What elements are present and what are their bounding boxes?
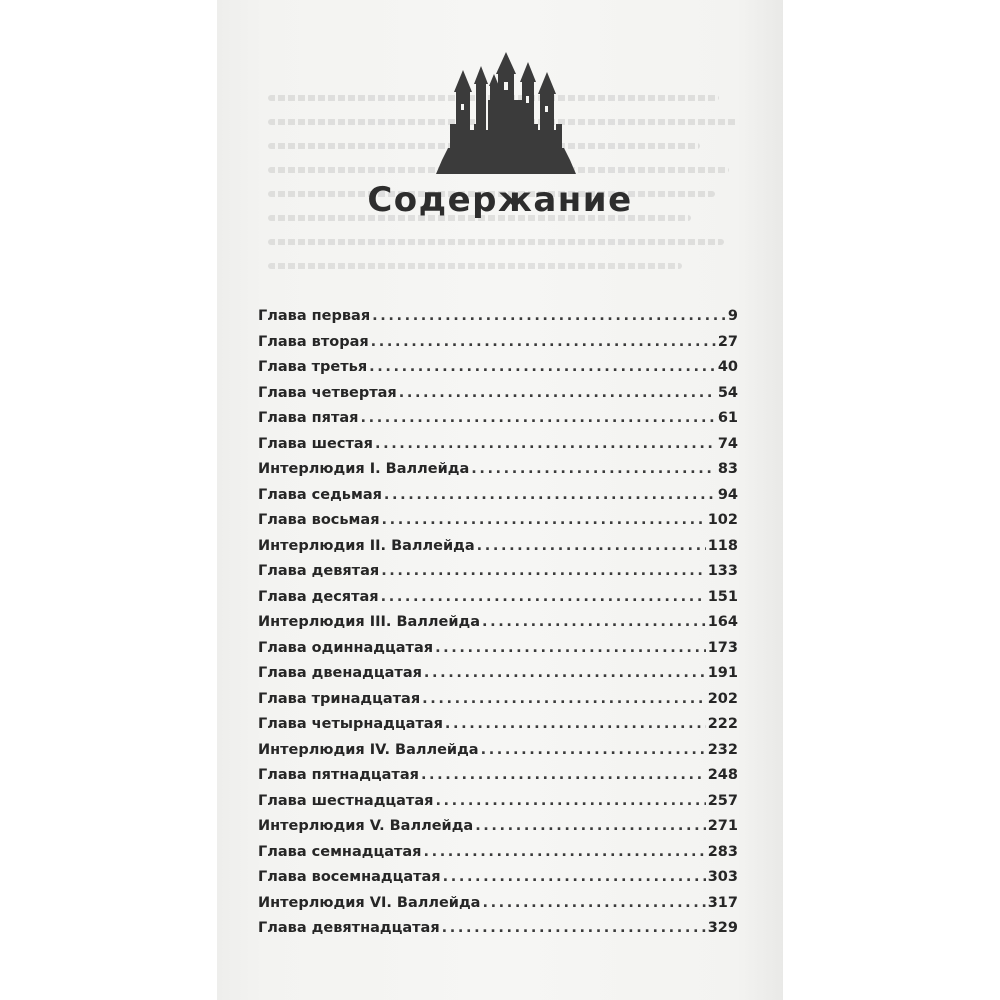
toc-entry bbox=[258, 920, 738, 946]
table-of-contents bbox=[258, 308, 738, 946]
toc-entry-title: Глава девятнадцатая bbox=[258, 920, 440, 936]
dot-leader bbox=[482, 614, 706, 630]
dot-leader bbox=[421, 767, 706, 783]
toc-entry-page: 151 bbox=[707, 588, 738, 605]
toc-entry bbox=[258, 461, 738, 487]
toc-entry bbox=[258, 589, 738, 615]
toc-entry bbox=[258, 844, 738, 870]
dot-leader bbox=[384, 487, 716, 503]
toc-entry-title: Глава двенадцатая bbox=[258, 665, 422, 681]
toc-entry-page: 271 bbox=[707, 818, 738, 834]
toc-entry-title: Глава пятая bbox=[258, 410, 359, 426]
toc-entry bbox=[258, 512, 738, 538]
toc-entry-title: Глава десятая bbox=[258, 588, 379, 605]
dot-leader bbox=[435, 793, 705, 809]
dot-leader bbox=[372, 308, 726, 324]
toc-entry-title: Глава восемнадцатая bbox=[258, 869, 441, 885]
toc-entry bbox=[258, 410, 738, 436]
toc-entry-page: 232 bbox=[707, 741, 738, 758]
dot-leader bbox=[443, 869, 706, 885]
dot-leader bbox=[475, 818, 706, 834]
toc-entry-page: 303 bbox=[707, 869, 738, 885]
toc-entry bbox=[258, 716, 738, 742]
toc-entry bbox=[258, 359, 738, 385]
dot-leader bbox=[422, 691, 706, 707]
dot-leader bbox=[375, 436, 716, 452]
toc-entry-page: 74 bbox=[717, 435, 738, 452]
toc-entry-page: 9 bbox=[727, 308, 738, 324]
toc-entry bbox=[258, 334, 738, 360]
toc-entry-page: 27 bbox=[717, 333, 738, 350]
page-title: Содержание bbox=[367, 180, 633, 220]
toc-entry-title: Интерлюдия I. Валлейда bbox=[258, 461, 470, 477]
toc-entry bbox=[258, 818, 738, 844]
dot-leader bbox=[382, 512, 706, 528]
dot-leader bbox=[481, 742, 706, 758]
toc-entry bbox=[258, 869, 738, 895]
toc-entry-title: Глава четырнадцатая bbox=[258, 716, 443, 732]
toc-entry-title: Глава пятнадцатая bbox=[258, 767, 419, 783]
dot-leader bbox=[381, 589, 706, 605]
toc-entry-page: 83 bbox=[717, 461, 738, 477]
toc-entry-title: Глава шестая bbox=[258, 435, 373, 452]
toc-entry-title: Интерлюдия VI. Валлейда bbox=[258, 894, 481, 911]
dot-leader bbox=[482, 895, 705, 911]
toc-entry-page: 283 bbox=[707, 843, 738, 860]
toc-entry-page: 222 bbox=[707, 716, 738, 732]
toc-entry-page: 40 bbox=[717, 359, 738, 375]
toc-entry-title: Интерлюдия IV. Валлейда bbox=[258, 741, 479, 758]
dot-leader bbox=[371, 334, 716, 350]
toc-entry-title: Глава девятая bbox=[258, 563, 380, 579]
toc-entry-page: 133 bbox=[707, 563, 738, 579]
dot-leader bbox=[477, 538, 706, 554]
toc-entry-title: Глава четвертая bbox=[258, 384, 397, 401]
dot-leader bbox=[369, 359, 716, 375]
toc-entry bbox=[258, 665, 738, 691]
dot-leader bbox=[423, 844, 705, 860]
toc-entry bbox=[258, 487, 738, 513]
toc-entry-page: 202 bbox=[707, 690, 738, 707]
toc-entry-title: Глава первая bbox=[258, 308, 371, 324]
toc-entry-page: 317 bbox=[707, 894, 738, 911]
toc-entry-title: Глава одиннадцатая bbox=[258, 639, 434, 656]
dot-leader bbox=[399, 385, 716, 401]
toc-entry-page: 191 bbox=[707, 665, 738, 681]
toc-entry bbox=[258, 895, 738, 921]
toc-entry bbox=[258, 308, 738, 334]
toc-entry-page: 54 bbox=[717, 384, 738, 401]
dot-leader bbox=[435, 640, 706, 656]
toc-entry-title: Интерлюдия III. Валлейда bbox=[258, 614, 481, 630]
castle-icon bbox=[436, 52, 576, 174]
toc-entry bbox=[258, 563, 738, 589]
toc-entry-title: Глава восьмая bbox=[258, 512, 380, 528]
toc-entry-title: Глава седьмая bbox=[258, 486, 382, 503]
dot-leader bbox=[445, 716, 706, 732]
dot-leader bbox=[381, 563, 706, 579]
toc-entry bbox=[258, 767, 738, 793]
toc-entry-page: 257 bbox=[707, 792, 738, 809]
toc-entry-title: Глава шестнадцатая bbox=[258, 792, 434, 809]
dot-leader bbox=[471, 461, 716, 477]
toc-entry-page: 329 bbox=[707, 920, 738, 936]
dot-leader bbox=[424, 665, 706, 681]
toc-entry-title: Глава третья bbox=[258, 359, 368, 375]
toc-entry-page: 118 bbox=[707, 537, 738, 554]
toc-entry-page: 102 bbox=[707, 512, 738, 528]
toc-entry bbox=[258, 538, 738, 564]
toc-entry-title: Глава вторая bbox=[258, 333, 369, 350]
toc-entry-page: 94 bbox=[717, 486, 738, 503]
toc-entry-title: Глава семнадцатая bbox=[258, 843, 422, 860]
dot-leader bbox=[360, 410, 715, 426]
toc-entry-title: Интерлюдия V. Валлейда bbox=[258, 818, 474, 834]
toc-entry bbox=[258, 614, 738, 640]
toc-entry bbox=[258, 691, 738, 717]
toc-entry-page: 248 bbox=[707, 767, 738, 783]
toc-entry bbox=[258, 385, 738, 411]
toc-entry-page: 61 bbox=[717, 410, 738, 426]
toc-entry bbox=[258, 793, 738, 819]
dot-leader bbox=[442, 920, 706, 936]
toc-entry-title: Интерлюдия II. Валлейда bbox=[258, 537, 475, 554]
toc-entry-page: 164 bbox=[707, 614, 738, 630]
toc-entry bbox=[258, 436, 738, 462]
toc-entry bbox=[258, 640, 738, 666]
toc-entry-title: Глава тринадцатая bbox=[258, 690, 421, 707]
toc-entry bbox=[258, 742, 738, 768]
toc-entry-page: 173 bbox=[707, 639, 738, 656]
